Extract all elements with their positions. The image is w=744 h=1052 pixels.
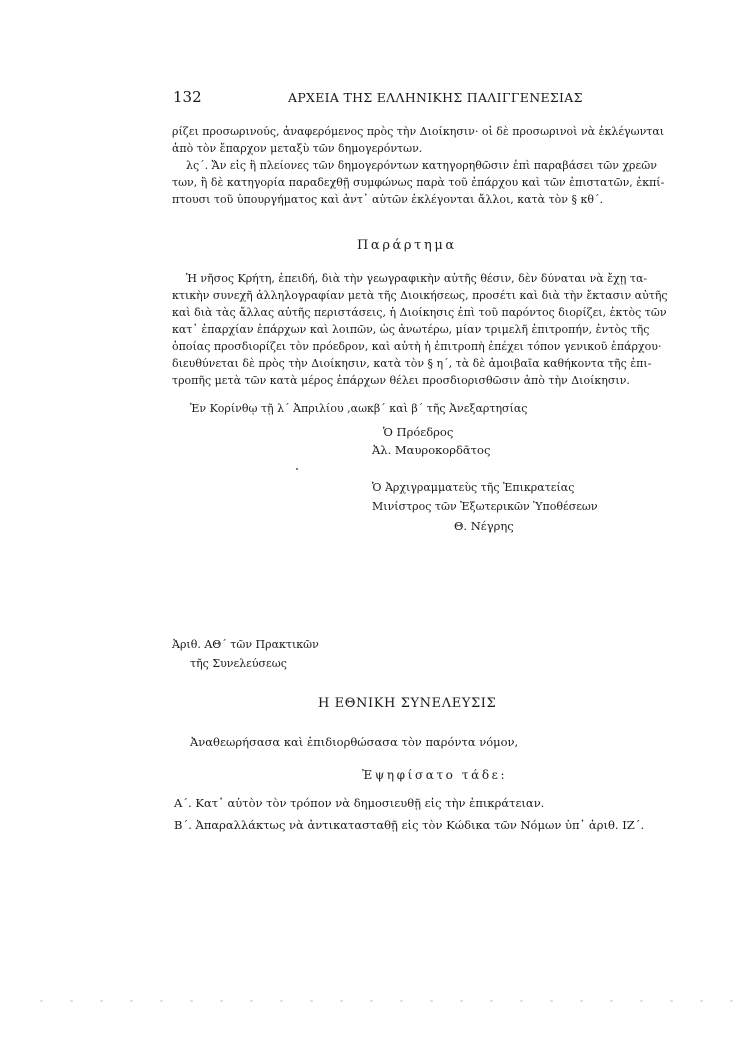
text-line: ρίζει προσωρινούς, ἀναφερόμενος πρὸς τὴν Διοίκησιν· οἱ δὲ προσωρινοὶ νὰ ἐκλέγωνται xyxy=(172,125,665,138)
signatory-1-title: Ὁ Πρόεδρος xyxy=(383,425,454,439)
text-line: ἀπὸ τὸν ἔπαρχον μεταξὺ τῶν δημογερόντων. xyxy=(172,142,423,155)
signatory-1-name: Ἀλ. Μαυροκορδᾶτος xyxy=(372,443,491,457)
text-line: κατ᾽ ἐπαρχίαν ἐπάρχων καὶ λοιπῶν, ὡς ἀνωτέρω, μίαν τριμελῆ ἐπιτροπήν, ἐντὸς τῆς xyxy=(172,323,650,336)
scan-speck xyxy=(296,468,298,470)
text-line: διευθύνεται δὲ πρὸς τὴν Διοίκησιν, κατὰ τὸν § η΄, τὰ δὲ ἀμοιβαῖα καθήκοντα τῆς ἐπι- xyxy=(172,357,652,370)
signatory-2-title: Ὁ Ἀρχιγραμματεὺς τῆς Ἐπικρατείας xyxy=(372,481,575,494)
running-title: ΑΡΧΕΙΑ ΤΗΣ ΕΛΛΗΝΙΚΗΣ ΠΑΛΙΓΓΕΝΕΣΙΑΣ xyxy=(288,90,583,105)
text-line: πτουσι τοῦ ὑπουργήματος καὶ ἀντ᾽ αὐτῶν ἐκλέγονται ἄλλοι, κατὰ τὸν § κθ΄. xyxy=(172,193,603,206)
text-line: κτικὴν συνεχῆ ἀλληλογραφίαν μετὰ τῆς Διοικήσεως, προσέτι καὶ διὰ τὴν ἔκτασιν αὐτῆς xyxy=(172,289,668,302)
decree-item-a: Α΄. Κατ᾽ αὐτὸν τὸν τρόπον νὰ δημοσιευθῇ εἰς τὴν ἐπικράτειαν. xyxy=(174,796,545,810)
signatory-2-name: Θ. Νέγρης xyxy=(454,519,514,533)
paragraph-continuation xyxy=(172,123,665,157)
article-36-paragraph xyxy=(172,157,665,208)
revision-line: Ἀναθεωρήσασα καὶ ἐπιδιορθώσασα τὸν παρόντα νόμον, xyxy=(190,735,519,749)
text-line: λς΄. Ἄν εἰς ἢ πλείονες τῶν δημογερόντων κατηγορηθῶσιν ἐπὶ παραβάσει τῶν χρεῶν xyxy=(186,159,657,172)
text-line: ὁποίας προσδιορίζει τὸν πρόεδρον, καὶ αὐτὴ ἡ ἐπιτροπὴ ἐπέχει τόπον γενικοῦ ἐπάρχου· xyxy=(172,340,662,353)
signatory-2-role: Μινίστρος τῶν Ἐξωτερικῶν Ὑποθέσεων xyxy=(372,500,598,513)
annex-heading: Παράρτημα xyxy=(357,238,457,253)
text-line: Ἡ νῆσος Κρήτη, ἐπειδή, διὰ τὴν γεωγραφικὴν αὐτῆς θέσιν, δὲν δύναται νὰ ἔχῃ τα- xyxy=(186,272,648,285)
reference-line-2: τῆς Συνελεύσεως xyxy=(190,657,287,670)
page-number: 132 xyxy=(173,88,202,106)
assembly-heading: Η ΕΘΝΙΚΗ ΣΥΝΕΛΕΥΣΙΣ xyxy=(318,696,497,711)
dateline: Ἐν Κορίνθῳ τῇ λ΄ Ἀπριλίου ,αωκβ΄ καὶ β΄ τῆς Ἀνεξαρτησίας xyxy=(190,402,528,415)
scan-artifact-line xyxy=(40,1000,740,1002)
decree-heading: Ἐψηφίσατο τάδε: xyxy=(362,768,508,782)
annex-paragraph xyxy=(172,270,668,389)
reference-line-1: Ἀριθ. ΑΘ΄ τῶν Πρακτικῶν xyxy=(172,638,319,651)
text-line: καὶ διὰ τὰς ἄλλας αὐτῆς περιστάσεις, ἡ Διοίκησις ἐπὶ τοῦ παρόντος διορίζει, ἐκτὸς τῶν xyxy=(172,306,667,319)
text-line: τροπῆς μετὰ τῶν κατὰ μέρος ἐπάρχων θέλει προσδιορισθῶσιν ἀπὸ τὴν Διοίκησιν. xyxy=(172,374,630,387)
decree-item-b: Β΄. Ἀπαραλλάκτως νὰ ἀντικατασταθῇ εἰς τὸν Κώδικα τῶν Νόμων ὑπ᾽ ἀριθ. ΙΖ΄. xyxy=(174,818,645,832)
text-line: των, ἢ δὲ κατηγορία παραδεχθῇ συμφώνως παρὰ τοῦ ἐπάρχου καὶ τῶν ἐπιστατῶν, ἐκπί- xyxy=(172,176,665,189)
